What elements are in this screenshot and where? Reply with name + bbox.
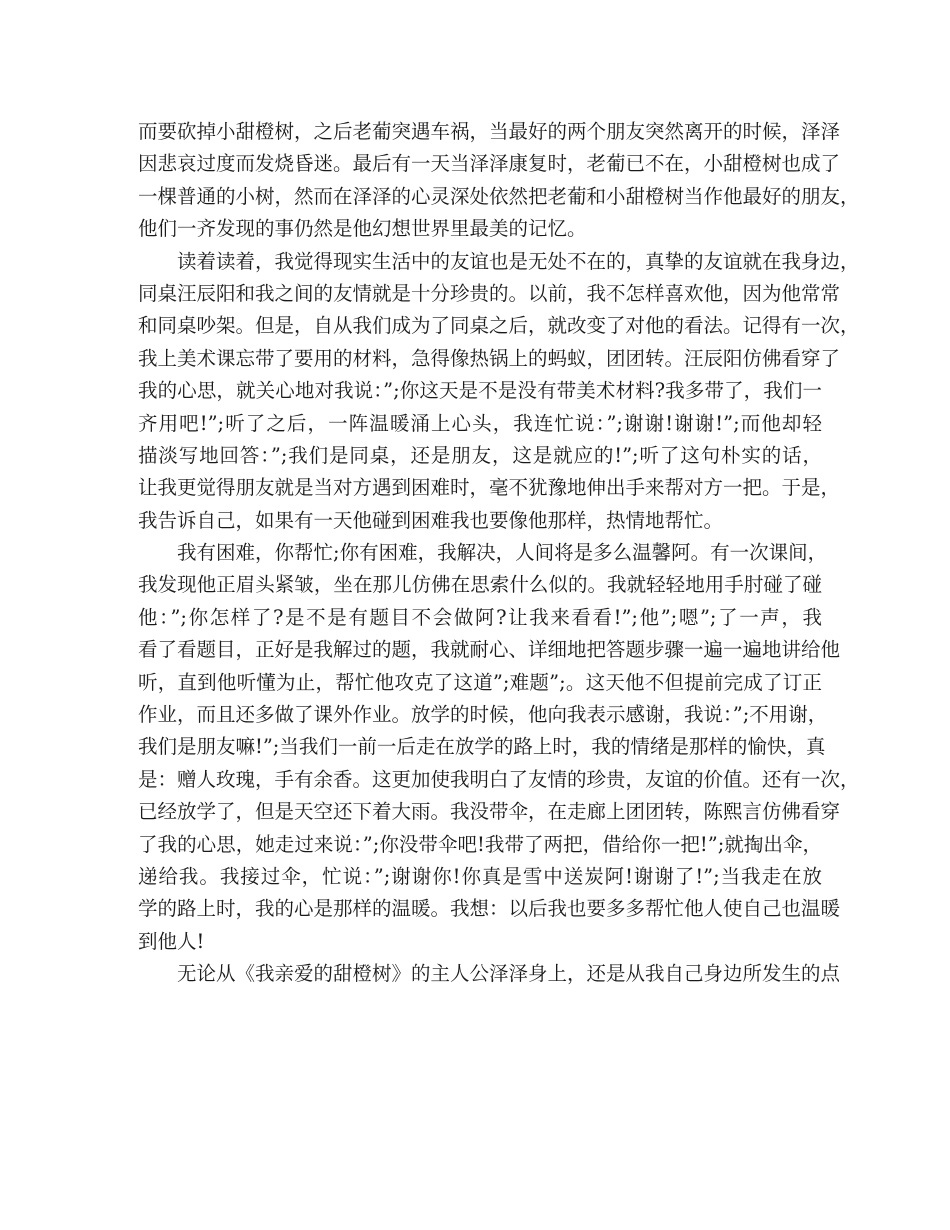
text-line: 无论从《我亲爱的甜橙树》的主人公泽泽身上，还是从我自己身边所发生的点 [177, 962, 841, 986]
text-line: 看了看题目，正好是我解过的题，我就耐心、详细地把答题步骤一遍一遍地讲给他 [138, 638, 841, 662]
text-line: 学的路上时，我的心是那样的温暖。我想：以后我也要多多帮忙他人使自己也温暖 [138, 897, 841, 921]
text-line: 他：”;你怎样了?是不是有题目不会做阿?让我来看看!”;他”;嗯”;了一声，我 [138, 605, 822, 629]
text-line: 而要砍掉小甜橙树，之后老葡突遇车祸，当最好的两个朋友突然离开的时候，泽泽 [138, 120, 841, 143]
text-line: 作业，而且还多做了课外作业。放学的时候，他向我表示感谢，我说：”;不用谢， [138, 703, 828, 727]
text-line: 和同桌吵架。但是，自从我们成为了同桌之后，就改变了对他的看法。记得有一次， [138, 314, 860, 338]
text-line: 同桌汪辰阳和我之间的友情就是十分珍贵的。以前，我不怎样喜欢他，因为他常常 [138, 281, 841, 305]
text-line: 了我的心思，她走过来说：”;你没带伞吧!我带了两把，借给你一把!”;就掏出伞， [138, 832, 822, 856]
text-line: 读着读着，我觉得现实生活中的友谊也是无处不在的，真挚的友谊就在我身边， [177, 249, 860, 273]
text-line: 我发现他正眉头紧皱，坐在那儿仿佛在思索什么似的。我就轻轻地用手肘碰了碰 [138, 573, 822, 597]
paragraph [138, 116, 860, 246]
text-line: 齐用吧!”;听了之后，一阵温暖涌上心头，我连忙说：”;谢谢!谢谢!”;而他却轻 [138, 411, 822, 435]
text-line: 听，直到他听懂为止，帮忙他攻克了这道”;难题”;。这天他不但提前完成了订正 [138, 670, 822, 694]
paragraph [138, 246, 860, 538]
text-line: 到他人! [138, 929, 205, 953]
text-line: 已经放学了，但是天空还下着大雨。我没带伞，在走廊上团团转，陈熙言仿佛看穿 [138, 800, 841, 824]
text-line: 递给我。我接过伞，忙说：”;谢谢你!你真是雪中送炭阿!谢谢了!”;当我走在放 [138, 864, 822, 888]
text-line: 描淡写地回答：”;我们是同桌，还是朋友，这是就应的!”;听了这句朴实的话， [138, 443, 822, 467]
paragraph [138, 958, 841, 990]
text-line: 是：赠人玫瑰，手有余香。这更加使我明白了友情的珍贵，友谊的价值。还有一次， [138, 767, 860, 791]
text-line: 让我更觉得朋友就是当对方遇到困难时，毫不犹豫地伸出手来帮对方一把。于是， [138, 476, 841, 500]
document-body [138, 116, 860, 991]
paragraph [138, 537, 860, 958]
text-line: 我有困难，你帮忙;你有困难，我解决，人间将是多么温馨阿。有一次课间， [177, 541, 828, 565]
text-line: 我告诉自己，如果有一天他碰到困难我也要像他那样，热情地帮忙。 [138, 508, 724, 532]
text-line: 我们是朋友嘛!”;当我们一前一后走在放学的路上时，我的情绪是那样的愉快，真 [138, 735, 826, 759]
text-line: 我上美术课忘带了要用的材料，急得像热锅上的蚂蚁，团团转。汪辰阳仿佛看穿了 [138, 346, 841, 370]
text-line: 他们一齐发现的事仍然是他幻想世界里最美的记忆。 [138, 217, 587, 241]
text-line: 一棵普通的小树，然而在泽泽的心灵深处依然把老葡和小甜橙树当作他最好的朋友， [138, 184, 860, 208]
text-line: 我的心思，就关心地对我说：”;你这天是不是没有带美术材料?我多带了，我们一 [138, 379, 822, 403]
text-line: 因悲哀过度而发烧昏迷。最后有一天当泽泽康复时，老葡已不在，小甜橙树也成了 [138, 152, 841, 176]
